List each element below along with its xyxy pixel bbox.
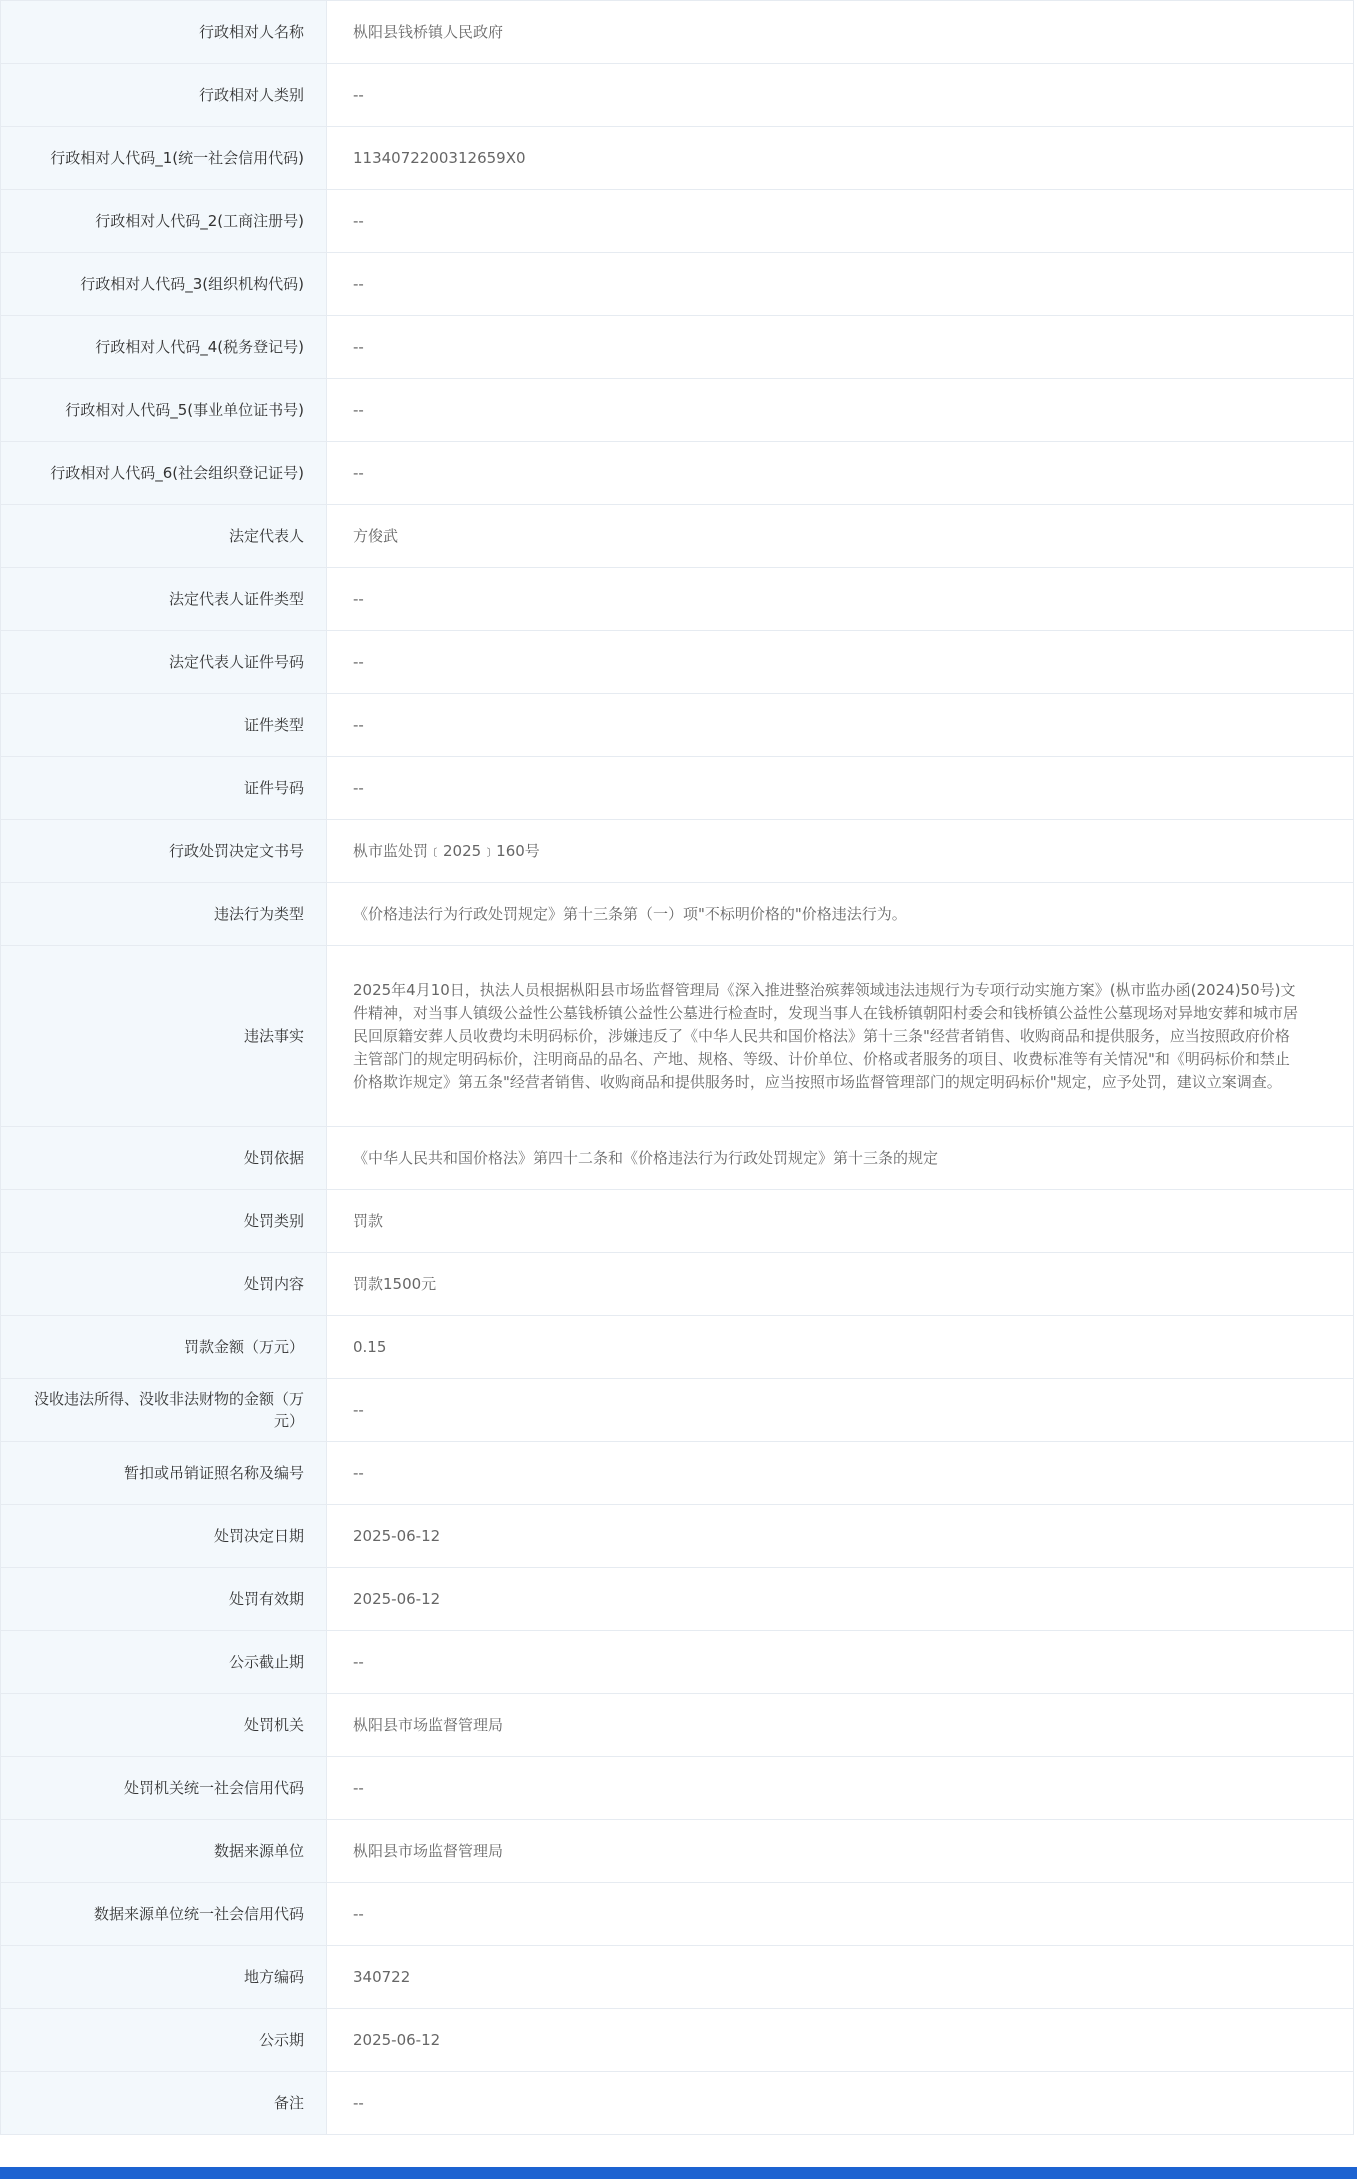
row-data-source [1, 1820, 1353, 1883]
field-label: 行政相对人代码_5(事业单位证书号) [1, 379, 327, 441]
field-value: -- [327, 568, 1353, 630]
field-value: -- [327, 1631, 1353, 1693]
field-value: 0.15 [327, 1316, 1353, 1378]
field-value: -- [327, 64, 1353, 126]
row-remarks [1, 2072, 1353, 2135]
field-label: 行政相对人代码_2(工商注册号) [1, 190, 327, 252]
row-publicity-deadline [1, 1631, 1353, 1694]
field-label: 违法行为类型 [1, 883, 327, 945]
field-value: -- [327, 379, 1353, 441]
field-value: 方俊武 [327, 505, 1353, 567]
field-label: 行政处罚决定文书号 [1, 820, 327, 882]
field-label: 行政相对人代码_3(组织机构代码) [1, 253, 327, 315]
field-value: 枞阳县市场监督管理局 [327, 1820, 1353, 1882]
field-value: -- [327, 1379, 1353, 1441]
field-label: 法定代表人 [1, 505, 327, 567]
field-value: 枞阳县钱桥镇人民政府 [327, 1, 1353, 63]
row-violation-type [1, 883, 1353, 946]
field-label: 处罚决定日期 [1, 1505, 327, 1567]
field-label: 公示截止期 [1, 1631, 327, 1693]
field-label: 处罚机关统一社会信用代码 [1, 1757, 327, 1819]
row-penalty-content [1, 1253, 1353, 1316]
field-label: 法定代表人证件类型 [1, 568, 327, 630]
field-value: -- [327, 1757, 1353, 1819]
row-data-source-credit-code [1, 1883, 1353, 1946]
row-legal-rep-id-no [1, 631, 1353, 694]
field-value: -- [327, 253, 1353, 315]
field-label: 证件类型 [1, 694, 327, 756]
field-value: -- [327, 190, 1353, 252]
field-label: 法定代表人证件号码 [1, 631, 327, 693]
field-value: 枞阳县市场监督管理局 [327, 1694, 1353, 1756]
row-publicity-period [1, 2009, 1353, 2072]
field-value: 罚款 [327, 1190, 1353, 1252]
row-decision-date [1, 1505, 1353, 1568]
row-credit-code [1, 127, 1353, 190]
field-label: 处罚依据 [1, 1127, 327, 1189]
field-label: 罚款金额（万元） [1, 1316, 327, 1378]
violation-facts-text: 2025年4月10日，执法人员根据枞阳县市场监督管理局《深入推进整治殡葬领域违法违规行为专项行动实施方案》(枞市监办函(2024)50号)文件精神，对当事人镇级公益性公墓钱桥镇公益性公墓进行检查时，发现当事人在钱桥镇朝阳村委会和钱桥镇公益性公墓现场对异地安葬和城市居民回原籍安葬人员收费均未明码标价，涉嫌违反了《中华人民共和国价格法》第十三条"经营者销售、收购商品和提供服务，应当按照政府价格主管部门的规定明码标价，注明商品的品名、产地、规格、等级、计价单位、价格或者服务的项目、收费标准等有关情况"和《明码标价和禁止价格欺诈规定》第五条"经营者销售、收购商品和提供服务时，应当按照市场监督管理部门的规定明码标价"规定，应予处罚，建议立案调查。 [353, 980, 1299, 1091]
row-id-type [1, 694, 1353, 757]
field-label: 公示期 [1, 2009, 327, 2071]
field-value: 2025-06-12 [327, 1505, 1353, 1567]
field-value: -- [327, 1442, 1353, 1504]
row-fine-amount [1, 1316, 1353, 1379]
row-org-code [1, 253, 1353, 316]
field-value: 枞市监处罚﹝2025﹞160号 [327, 820, 1353, 882]
footer-bar [0, 2167, 1357, 2179]
field-label: 行政相对人名称 [1, 1, 327, 63]
row-region-code [1, 1946, 1353, 2009]
field-value: -- [327, 694, 1353, 756]
row-decision-doc-no [1, 820, 1353, 883]
field-label: 处罚内容 [1, 1253, 327, 1315]
field-label: 行政相对人代码_4(税务登记号) [1, 316, 327, 378]
field-label: 行政相对人代码_1(统一社会信用代码) [1, 127, 327, 189]
row-relative-category [1, 64, 1353, 127]
row-penalty-basis [1, 1127, 1353, 1190]
field-label: 暂扣或吊销证照名称及编号 [1, 1442, 327, 1504]
field-value: -- [327, 631, 1353, 693]
field-value: 2025-06-12 [327, 1568, 1353, 1630]
row-validity-date [1, 1568, 1353, 1631]
field-label: 证件号码 [1, 757, 327, 819]
row-legal-rep-id-type [1, 568, 1353, 631]
row-license-suspension [1, 1442, 1353, 1505]
field-label: 行政相对人类别 [1, 64, 327, 126]
field-label: 地方编码 [1, 1946, 327, 2008]
row-violation-facts [1, 946, 1353, 1127]
field-label: 行政相对人代码_6(社会组织登记证号) [1, 442, 327, 504]
row-tax-reg-no [1, 316, 1353, 379]
row-institution-cert-no [1, 379, 1353, 442]
field-value: -- [327, 757, 1353, 819]
row-penalty-category [1, 1190, 1353, 1253]
field-value: -- [327, 2072, 1353, 2134]
row-relative-name [1, 1, 1353, 64]
field-value [327, 946, 1353, 1126]
field-label: 处罚类别 [1, 1190, 327, 1252]
field-value: 340722 [327, 1946, 1353, 2008]
row-business-reg-no [1, 190, 1353, 253]
field-value: -- [327, 442, 1353, 504]
field-label: 处罚有效期 [1, 1568, 327, 1630]
field-value: -- [327, 1883, 1353, 1945]
field-value: 罚款1500元 [327, 1253, 1353, 1315]
field-label: 违法事实 [1, 946, 327, 1126]
field-label: 备注 [1, 2072, 327, 2134]
row-authority-credit-code [1, 1757, 1353, 1820]
field-label: 数据来源单位统一社会信用代码 [1, 1883, 327, 1945]
field-value: 2025-06-12 [327, 2009, 1353, 2071]
field-value: 《价格违法行为行政处罚规定》第十三条第（一）项"不标明价格的"价格违法行为。 [327, 883, 1353, 945]
field-label: 没收违法所得、没收非法财物的金额（万元） [1, 1379, 327, 1441]
row-id-no [1, 757, 1353, 820]
row-social-org-reg-no [1, 442, 1353, 505]
field-label: 处罚机关 [1, 1694, 327, 1756]
row-legal-representative [1, 505, 1353, 568]
field-value: 《中华人民共和国价格法》第四十二条和《价格违法行为行政处罚规定》第十三条的规定 [327, 1127, 1353, 1189]
field-value: -- [327, 316, 1353, 378]
row-confiscation-amount [1, 1379, 1353, 1442]
field-value: 1134072200312659X0 [327, 127, 1353, 189]
row-penalty-authority [1, 1694, 1353, 1757]
field-label: 数据来源单位 [1, 1820, 327, 1882]
